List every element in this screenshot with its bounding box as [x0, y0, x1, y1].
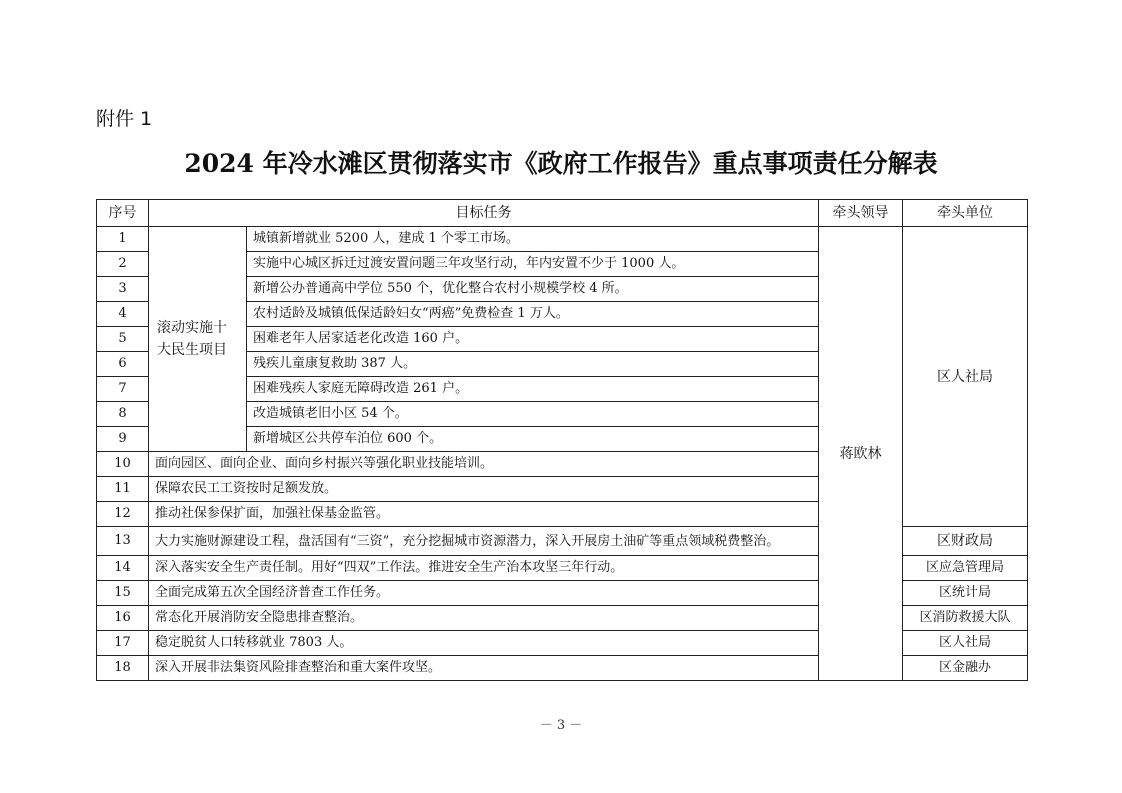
row-task: 残疾儿童康复救助 387 人。: [247, 352, 819, 377]
row-task: 深入开展非法集资风险排查整治和重大案件攻坚。: [149, 656, 819, 681]
row-unit: 区金融办: [903, 656, 1028, 681]
row-unit: 区统计局: [903, 581, 1028, 606]
table-header-row: [97, 200, 1028, 227]
header-leader: 牵头领导: [819, 200, 903, 227]
responsibility-table: [96, 199, 1028, 681]
row-task: 新增城区公共停车泊位 600 个。: [247, 427, 819, 452]
row-task: 常态化开展消防安全隐患排查整治。: [149, 606, 819, 631]
page-number: － 3 －: [539, 718, 583, 733]
row-unit: 区人社局: [903, 227, 1028, 527]
row-number: 4: [97, 302, 149, 327]
row-number: 18: [97, 656, 149, 681]
header-task: 目标任务: [149, 200, 819, 227]
row-number: 2: [97, 252, 149, 277]
row-number: 8: [97, 402, 149, 427]
row-unit: 区应急管理局: [903, 556, 1028, 581]
row-number: 10: [97, 452, 149, 477]
row-task: 困难老年人居家适老化改造 160 户。: [247, 327, 819, 352]
row-task: 农村适龄及城镇低保适龄妇女“两癌”免费检查 1 万人。: [247, 302, 819, 327]
row-task: 大力实施财源建设工程，盘活国有“三资”，充分挖掘城市资源潜力，深入开展房土油矿等重点领域税费整治。: [149, 527, 819, 556]
row-number: 3: [97, 277, 149, 302]
row-number: 14: [97, 556, 149, 581]
row-number: 17: [97, 631, 149, 656]
row-number: 6: [97, 352, 149, 377]
row-task: 城镇新增就业 5200 人，建成 1 个零工市场。: [247, 227, 819, 252]
row-number: 7: [97, 377, 149, 402]
row-task: 新增公办普通高中学位 550 个，优化整合农村小规模学校 4 所。: [247, 277, 819, 302]
header-no: 序号: [97, 200, 149, 227]
leader-name: 蒋欧林: [819, 227, 903, 681]
row-number: 5: [97, 327, 149, 352]
row-number: 11: [97, 477, 149, 502]
row-unit: 区人社局: [903, 631, 1028, 656]
row-number: 15: [97, 581, 149, 606]
group-label: 滚动实施十大民生项目: [149, 227, 247, 452]
row-task: 面向园区、面向企业、面向乡村振兴等强化职业技能培训。: [149, 452, 819, 477]
row-unit: 区财政局: [903, 527, 1028, 556]
row-task: 深入落实安全生产责任制。用好“四双”工作法。推进安全生产治本攻坚三年行动。: [149, 556, 819, 581]
row-task: 推动社保参保扩面，加强社保基金监管。: [149, 502, 819, 527]
row-number: 9: [97, 427, 149, 452]
header-unit: 牵头单位: [903, 200, 1028, 227]
row-number: 12: [97, 502, 149, 527]
row-task: 全面完成第五次全国经济普查工作任务。: [149, 581, 819, 606]
row-task: 实施中心城区拆迁过渡安置问题三年攻坚行动，年内安置不少于 1000 人。: [247, 252, 819, 277]
row-number: 1: [97, 227, 149, 252]
attachment-label: 附件 1: [96, 108, 153, 130]
row-task: 改造城镇老旧小区 54 个。: [247, 402, 819, 427]
row-task: 保障农民工工资按时足额发放。: [149, 477, 819, 502]
table-row: [97, 227, 1028, 252]
row-unit: 区消防救援大队: [903, 606, 1028, 631]
row-task: 困难残疾人家庭无障碍改造 261 户。: [247, 377, 819, 402]
row-task: 稳定脱贫人口转移就业 7803 人。: [149, 631, 819, 656]
row-number: 16: [97, 606, 149, 631]
document-title: 2024 年冷水滩区贯彻落实市《政府工作报告》重点事项责任分解表: [184, 149, 938, 178]
row-number: 13: [97, 527, 149, 556]
